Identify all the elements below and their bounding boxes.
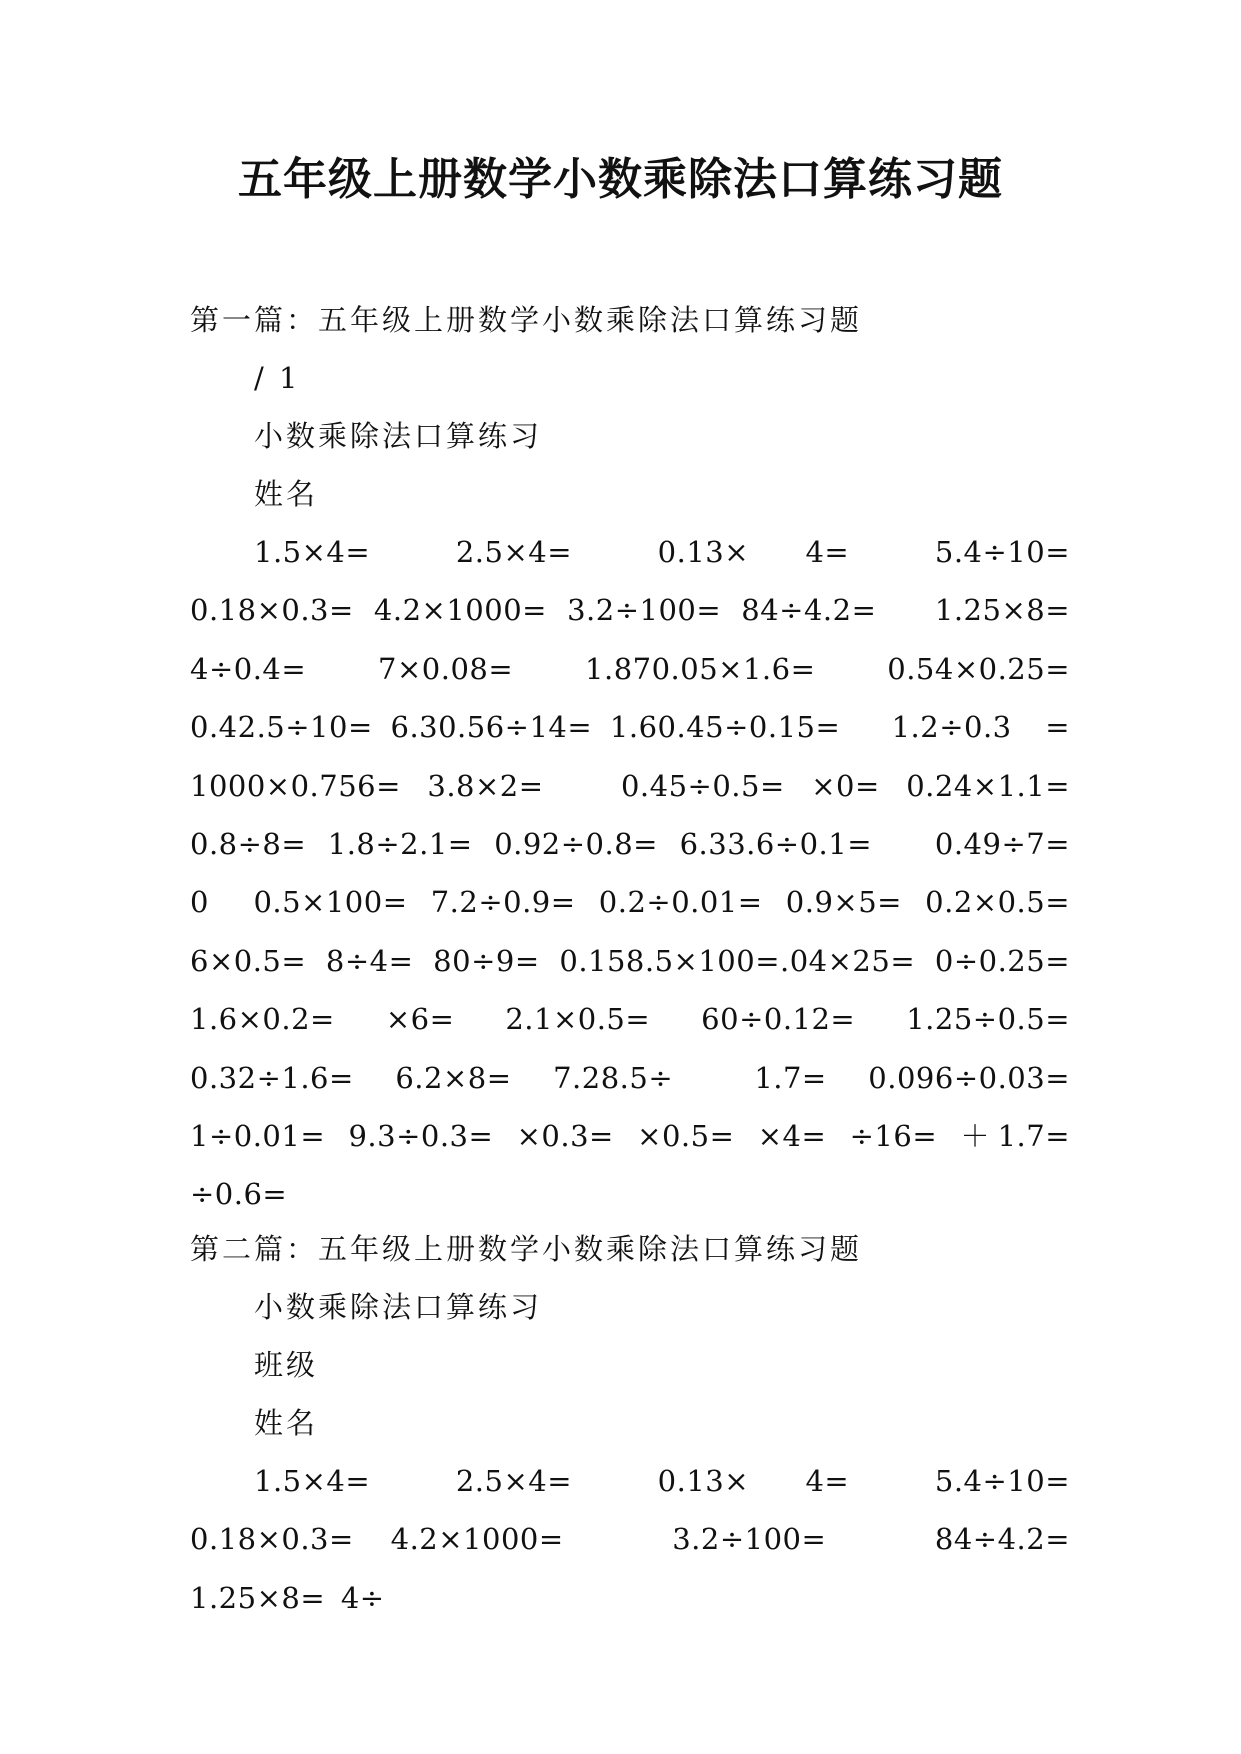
section-one <box>190 291 1116 1224</box>
section-subtitle: 小数乘除法口算练习 <box>254 1290 543 1324</box>
class-field-label: 班级 <box>254 1348 319 1382</box>
document-title: 五年级上册数学小数乘除法口算练习题 <box>238 154 1003 205</box>
problem-list: 1.5×4= 2.5×4= 0.13× 4= 5.4÷10= 0.18×0.3= 4.2×1000= 3.2÷100= 84÷4.2= 1.25×8= 4÷0.4= 7×0.08= 1.870.05×1.6= 0.54×0.25= 0.42.5÷10= 6.30.56÷14= 1.60.45÷0.15= 1.2÷0.3 = 1000×0.756= 3.8×2= 0.45÷0.5= ×0= 0.24×1.1= 0.8÷8= 1.8÷2.1= 0.92÷0.8= 6.33.6÷0.1= 0.49÷7= 0 0.5×100= 7.2÷0.9= 0.2÷0.01= 0.9×5= 0.2×0.5= 6×0.5= 8÷4= 80÷9= 0.158.5×100=.04×25= 0÷0.25= 1.6×0.2= ×6= 2.1×0.5= 60÷0.12= 1.25÷0.5= 0.32÷1.6= 6.2×8= 7.28.5÷ 1.7= 0.096÷0.03= 1÷0.01= 9.3÷0.3= ×0.3= ×0.5= ×4= ÷16= ＋1.7= ÷0.6= <box>190 535 1116 1212</box>
name-field-label: 姓名 <box>254 1406 319 1440</box>
section-heading: 第二篇：五年级上册数学小数乘除法口算练习题 <box>190 1232 863 1266</box>
section-heading: 第一篇：五年级上册数学小数乘除法口算练习题 <box>190 303 863 337</box>
section-two <box>190 1220 1116 1627</box>
section-subtitle: 小数乘除法口算练习 <box>254 419 543 453</box>
name-field-label: 姓名 <box>254 477 319 511</box>
problem-list: 1.5×4= 2.5×4= 0.13× 4= 5.4÷10= 0.18×0.3= 4.2×1000= 3.2÷100= 84÷4.2= 1.25×8= 4÷ <box>190 1464 1116 1615</box>
page-marker: / 1 <box>254 361 301 395</box>
